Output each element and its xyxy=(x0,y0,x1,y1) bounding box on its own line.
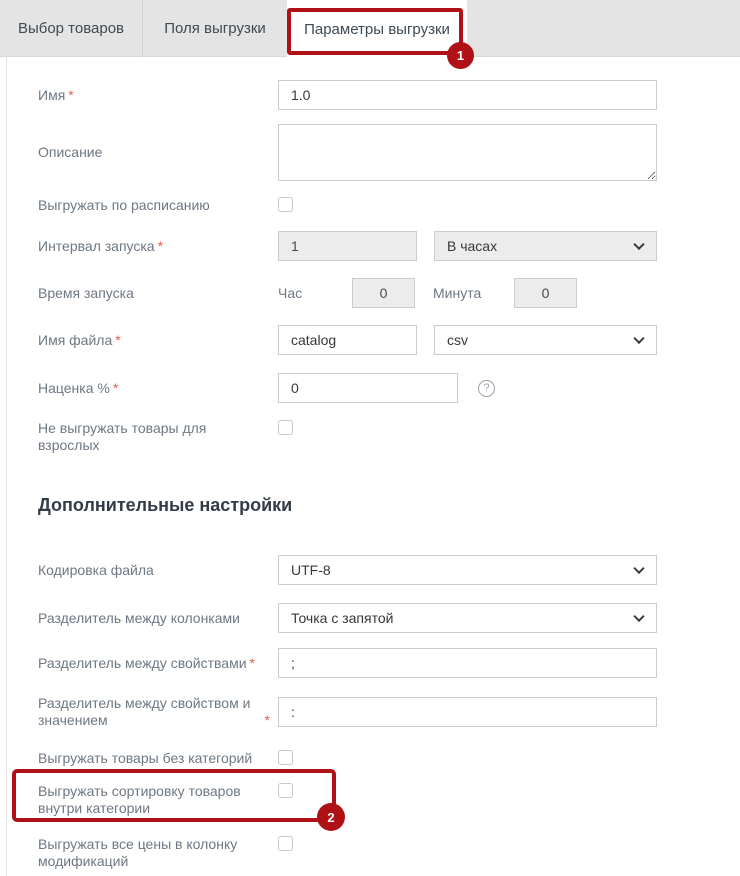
schedule-label: Выгружать по расписанию xyxy=(38,197,210,213)
schedule-checkbox[interactable] xyxy=(278,197,293,212)
chevron-down-icon xyxy=(633,563,644,574)
column-separator-value: Точка с запятой xyxy=(291,610,394,626)
required-marker: * xyxy=(264,712,270,728)
form-row-adult xyxy=(38,420,740,454)
hour-input xyxy=(352,278,415,308)
minute-input xyxy=(514,278,577,308)
required-marker: * xyxy=(115,331,121,348)
encoding-value: UTF-8 xyxy=(291,562,331,578)
hour-label: Час xyxy=(278,285,303,301)
description-label: Описание xyxy=(38,144,103,160)
start-time-label: Время запуска xyxy=(38,284,134,301)
no-category-label: Выгружать товары без категорий xyxy=(38,750,253,766)
encoding-label: Кодировка файла xyxy=(38,561,154,578)
property-separator-label: Разделитель между свойствами * xyxy=(38,654,255,671)
adult-label: Не выгружать товары для взрослых xyxy=(38,420,207,453)
form-row-markup xyxy=(38,373,740,403)
column-separator-label: Разделитель между колонками xyxy=(38,609,240,626)
form-row-column-separator xyxy=(38,603,740,633)
form-row-sorting xyxy=(38,783,740,817)
required-marker: * xyxy=(157,237,164,254)
required-marker: * xyxy=(68,86,74,103)
interval-unit-value: В часах xyxy=(447,238,498,254)
property-value-separator-input[interactable] xyxy=(278,697,657,727)
name-input[interactable] xyxy=(278,80,657,110)
no-category-checkbox[interactable] xyxy=(278,750,293,765)
all-prices-label: Выгружать все цены в колонку модификаций xyxy=(38,836,238,869)
description-textarea[interactable] xyxy=(278,124,657,181)
adult-checkbox[interactable] xyxy=(278,420,293,435)
section-title: Дополнительные настройки xyxy=(38,495,293,515)
form-row-start-time xyxy=(38,278,740,308)
property-separator-input[interactable] xyxy=(278,648,657,678)
property-value-separator-label: Разделитель между свойством и значением * xyxy=(38,695,270,728)
sorting-label: Выгружать сортировку товаров внутри категории xyxy=(38,783,241,816)
sorting-checkbox[interactable] xyxy=(278,783,293,798)
tab-product-selection[interactable]: Выбор товаров xyxy=(0,0,143,57)
export-params-form xyxy=(0,57,740,870)
panel-border xyxy=(6,57,7,876)
annotation-badge-1: 1 xyxy=(447,42,474,69)
form-row-encoding xyxy=(38,555,740,585)
interval-unit-select xyxy=(434,231,657,261)
required-marker: * xyxy=(112,379,119,396)
markup-label: Наценка % * xyxy=(38,379,119,396)
name-label: Имя * xyxy=(38,86,74,103)
filename-label: Имя файла * xyxy=(38,331,121,348)
form-row-property-value-separator xyxy=(38,695,740,729)
interval-label: Интервал запуска * xyxy=(38,237,164,254)
all-prices-checkbox[interactable] xyxy=(278,836,293,851)
chevron-down-icon xyxy=(633,611,644,622)
form-row-name xyxy=(38,80,740,110)
file-format-select[interactable] xyxy=(434,325,657,355)
column-separator-select[interactable] xyxy=(278,603,657,633)
form-row-schedule xyxy=(38,197,740,214)
form-row-description xyxy=(38,124,740,181)
required-marker: * xyxy=(249,654,255,671)
minute-label: Минута xyxy=(433,285,482,301)
form-row-filename xyxy=(38,325,740,355)
encoding-select[interactable] xyxy=(278,555,657,585)
chevron-down-icon xyxy=(633,333,644,344)
tab-export-fields[interactable]: Поля выгрузки xyxy=(164,20,266,37)
tab-export-params[interactable]: Параметры выгрузки xyxy=(287,0,467,58)
form-row-no-category xyxy=(38,750,740,767)
form-row-interval xyxy=(38,231,740,261)
form-row-all-prices xyxy=(38,836,740,870)
interval-input xyxy=(278,231,417,261)
filename-input[interactable] xyxy=(278,325,417,355)
file-format-value: csv xyxy=(447,332,468,348)
help-icon[interactable]: ? xyxy=(478,380,495,397)
annotation-badge-2: 2 xyxy=(317,803,345,831)
tab-bar xyxy=(0,0,740,57)
markup-input[interactable] xyxy=(278,373,458,403)
form-row-property-separator xyxy=(38,648,740,678)
chevron-down-icon xyxy=(633,239,644,250)
